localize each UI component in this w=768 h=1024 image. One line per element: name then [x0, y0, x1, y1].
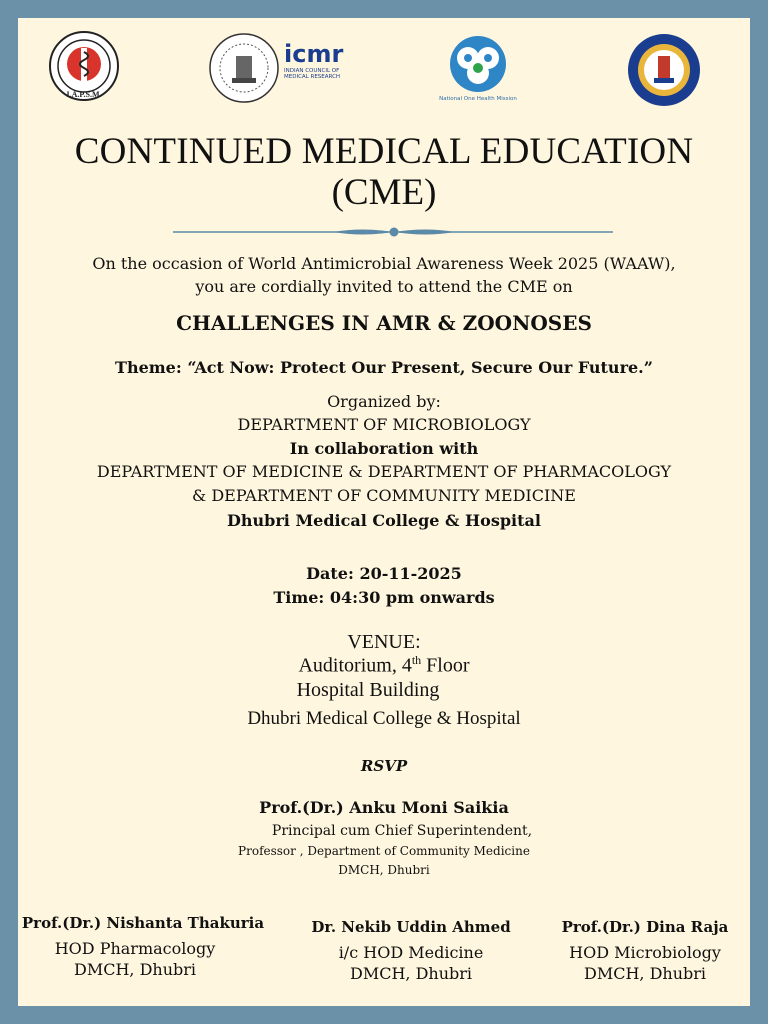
contact-card — [542, 918, 748, 983]
contact-role: HOD Microbiology — [569, 943, 721, 962]
rsvp-label: RSVP — [360, 757, 408, 775]
iapsm-text: I.A.P.S.M. — [66, 90, 102, 99]
contact-place: DMCH, Dhubri — [349, 964, 473, 983]
iapsm-logo — [43, 30, 125, 106]
contact-role: HOD Pharmacology — [54, 939, 216, 958]
college-name: Dhubri Medical College & Hospital — [227, 511, 541, 530]
principal-name: Prof.(Dr.) Anku Moni Saikia — [259, 798, 509, 817]
cme-topic: CHALLENGES IN AMR & ZOONOSES — [176, 311, 592, 335]
principal-place: DMCH, Dhubri — [338, 863, 430, 877]
poster — [18, 18, 750, 1006]
one-health-caption: National One Health Mission — [439, 96, 517, 102]
intro-line-2: you are cordially invited to attend the CME on — [195, 277, 573, 296]
venue-line-1-sup: th — [411, 653, 422, 667]
venue-line-3: Dhubri Medical College & Hospital — [247, 708, 521, 729]
collaborating-departments-2: & DEPARTMENT OF COMMUNITY MEDICINE — [192, 486, 576, 505]
icmr-emblem-logo — [208, 30, 280, 106]
icmr-logo — [284, 42, 358, 102]
icmr-caption-2: MEDICAL RESEARCH — [284, 74, 341, 80]
theme: Theme: “Act Now: Protect Our Present, Secure Our Future.” — [115, 358, 653, 377]
venue-line-1-tail: Floor — [421, 654, 470, 677]
heading-line-1: CONTINUED MEDICAL EDUCATION — [74, 131, 694, 172]
venue-line-1 — [18, 653, 750, 678]
icmr-caption-1: INDIAN COUNCIL OF — [284, 68, 340, 74]
ornamental-divider — [173, 225, 613, 239]
contact-place: DMCH, Dhubri — [73, 960, 197, 979]
organized-by-label: Organized by: — [327, 392, 441, 411]
dhubri-medical-college-logo — [624, 30, 704, 110]
principal-role-2: Professor , Department of Community Medicine — [238, 844, 530, 858]
venue-label: VENUE: — [347, 631, 421, 653]
collaboration-label: In collaboration with — [289, 439, 479, 458]
contact-card — [18, 914, 268, 979]
venue-line-1-main: Auditorium, 4 — [298, 654, 412, 677]
organizer-department: DEPARTMENT OF MICROBIOLOGY — [237, 415, 531, 434]
event-time: Time: 04:30 pm onwards — [273, 588, 495, 607]
contact-name: Dr. Nekib Uddin Ahmed — [311, 918, 511, 936]
icmr-wordmark: icmr — [284, 40, 344, 68]
one-health-mission-logo — [436, 30, 520, 108]
venue-line-2: Hospital Building — [296, 679, 440, 701]
principal-role-1: Principal cum Chief Superintendent, — [271, 823, 533, 839]
contact-role: i/c HOD Medicine — [338, 943, 484, 962]
event-date: Date: 20-11-2025 — [306, 564, 462, 583]
contact-card — [288, 918, 534, 983]
collaborating-departments-1: DEPARTMENT OF MEDICINE & DEPARTMENT OF PHARMACOLOGY — [96, 462, 672, 481]
contact-name: Prof.(Dr.) Dina Raja — [561, 918, 729, 936]
contact-name: Prof.(Dr.) Nishanta Thakuria — [21, 914, 265, 932]
contact-place: DMCH, Dhubri — [583, 964, 707, 983]
heading-line-2: (CME) — [331, 172, 437, 213]
intro-line-1: On the occasion of World Antimicrobial Awareness Week 2025 (WAAW), — [92, 254, 676, 273]
